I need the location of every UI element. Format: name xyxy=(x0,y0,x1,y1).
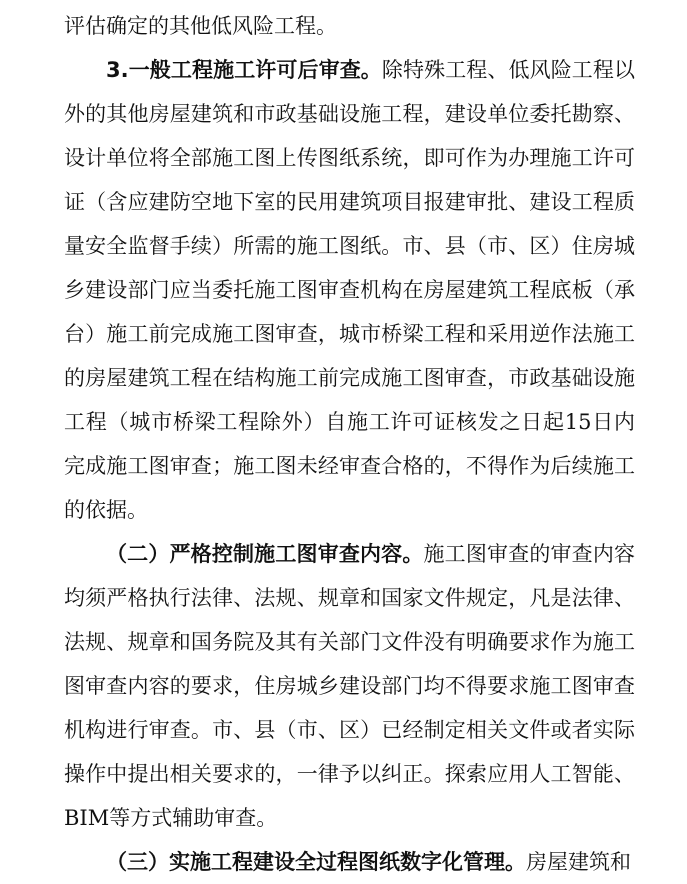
paragraph-heading: 3.一般工程施工许可后审查。 xyxy=(106,58,382,82)
paragraph-text: 除特殊工程、低风险工程以外的其他房屋建筑和市政基础设施工程，建设单位委托勘察、设计单位将全部施工图上传图纸系统，即可作为办理施工许可证（含应建防空地下室的民用建筑项目报建审批、建设工程质量安全监督手续）所需的施工图纸。市、县（市、区）住房城乡建设部门应当委托施工图审查机构在房屋建筑工程底板（承台）施工前完成施工图审查，城市桥梁工程和采用逆作法施工的房屋建筑工程在结构施工前完成施工图审查，市政基础设施工程（城市桥梁工程除外）自施工许可证核发之日起15日内完成施工图审查；施工图未经审查合格的，不得作为后续施工的依据。 xyxy=(64,58,636,522)
paragraph-digital-drawing-management xyxy=(64,840,635,884)
paragraph-text: 房屋建筑和 xyxy=(526,850,631,874)
paragraph-text: 施工图审查的审查内容均须严格执行法律、法规、规章和国家文件规定，凡是法律、法规、规章和国务院及其有关部门文件没有明确要求作为施工图审查内容的要求，住房城乡建设部门均不得要求施工图审查机构进行审查。市、县（市、区）已经制定相关文件或者实际操作中提出相关要求的，一律予以纠正。探索应用人工智能、BIM等方式辅助审查。 xyxy=(64,542,635,830)
paragraph-text: 评估确定的其他低风险工程。 xyxy=(64,14,337,38)
paragraph-heading: （二）严格控制施工图审查内容。 xyxy=(106,542,424,566)
paragraph-continuation xyxy=(64,4,635,48)
paragraph-review-content-control xyxy=(64,532,635,840)
paragraph-heading: （三）实施工程建设全过程图纸数字化管理。 xyxy=(106,850,526,874)
paragraph-general-project-review xyxy=(64,48,635,532)
